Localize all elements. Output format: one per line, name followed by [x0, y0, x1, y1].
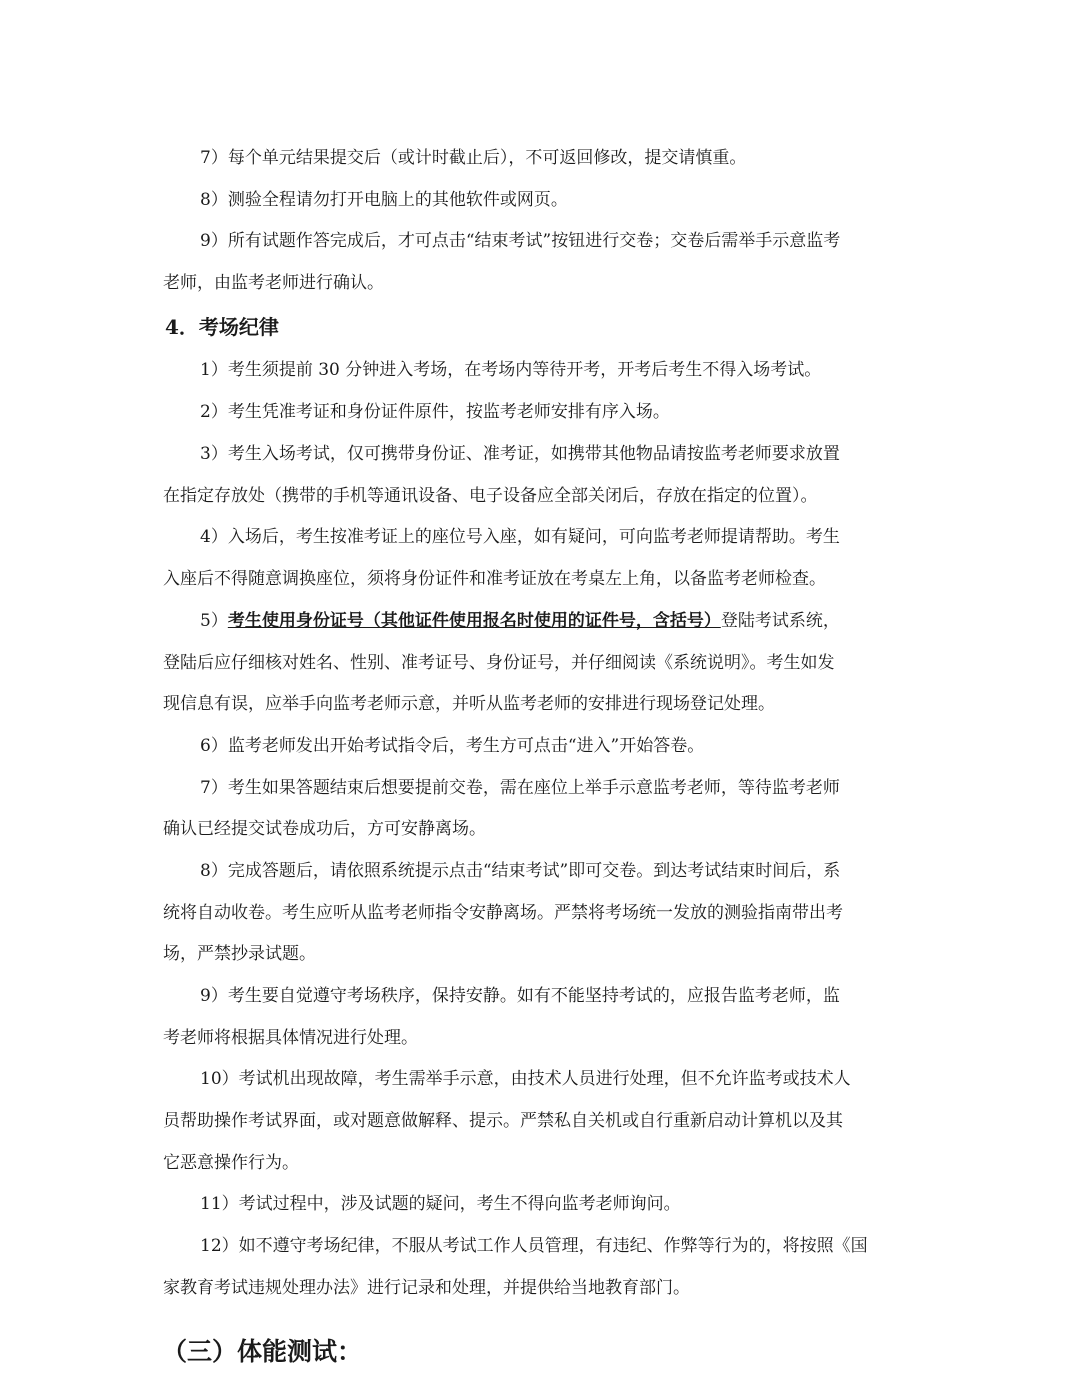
paragraph-line: 在指定存放处（携带的手机等通讯设备、电子设备应全部关闭后，存放在指定的位置）。 — [163, 486, 818, 506]
section-heading: 4．考场纪律 — [165, 315, 279, 339]
paragraph-line: 现信息有误，应举手向监考老师示意，并听从监考老师的安排进行现场登记处理。 — [163, 694, 775, 714]
paragraph-line: 7）每个单元结果提交后（或计时截止后），不可返回修改，提交请慎重。 — [200, 148, 747, 168]
paragraph-line: 登陆后应仔细核对姓名、性别、准考证号、身份证号，并仔细阅读《系统说明》。考生如发 — [163, 653, 835, 673]
item5-suffix: 登陆考试系统， — [720, 611, 840, 631]
item5-prefix: 5） — [200, 611, 228, 631]
paragraph-line: 老师，由监考老师进行确认。 — [163, 273, 384, 293]
paragraph-line: 入座后不得随意调换座位，须将身份证件和准考证放在考桌左上角，以备监考老师检查。 — [163, 569, 826, 589]
paragraph-line: 11）考试过程中，涉及试题的疑问，考生不得向监考老师询问。 — [200, 1194, 681, 1214]
paragraph-line: 3）考生入场考试，仅可携带身份证、准考证，如携带其他物品请按监考老师要求放置 — [200, 444, 840, 464]
paragraph-line: 9）所有试题作答完成后，才可点击“结束考试”按钮进行交卷；交卷后需举手示意监考 — [200, 231, 841, 251]
paragraph-line: 它恶意操作行为。 — [163, 1153, 299, 1173]
paragraph-line: 确认已经提交试卷成功后，方可安静离场。 — [163, 819, 486, 839]
paragraph-line: 10）考试机出现故障，考生需举手示意，由技术人员进行处理，但不允许监考或技术人 — [200, 1069, 851, 1089]
paragraph-line: 9）考生要自觉遵守考场秩序，保持安静。如有不能坚持考试的，应报告监考老师，监 — [200, 986, 840, 1006]
item5-underlined-text: 考生使用身份证号（其他证件使用报名时使用的证件号，含括号） — [227, 611, 721, 631]
paragraph-line: 员帮助操作考试界面，或对题意做解释、提示。严禁私自关机或自行重新启动计算机以及其 — [163, 1111, 843, 1131]
paragraph-line: 考老师将根据具体情况进行处理。 — [163, 1028, 418, 1048]
subsection-heading: （三）体能测试： — [162, 1337, 363, 1366]
paragraph-line: 统将自动收卷。考生应听从监考老师指令安静离场。严禁将考场统一发放的测验指南带出考 — [163, 903, 843, 923]
paragraph-line-item5 — [0, 608, 1080, 634]
paragraph-line: 1）考生须提前 30 分钟进入考场，在考场内等待开考，开考后考生不得入场考试。 — [200, 360, 822, 380]
paragraph-line: 8）完成答题后，请依照系统提示点击“结束考试”即可交卷。到达考试结束时间后，系 — [200, 861, 841, 881]
paragraph-line: 家教育考试违规处理办法》进行记录和处理，并提供给当地教育部门。 — [163, 1278, 690, 1298]
paragraph-line: 2）考生凭准考证和身份证件原件，按监考老师安排有序入场。 — [200, 402, 670, 422]
paragraph-line: 7）考生如果答题结束后想要提前交卷，需在座位上举手示意监考老师，等待监考老师 — [200, 778, 840, 798]
paragraph-line: 12）如不遵守考场纪律，不服从考试工作人员管理，有违纪、作弊等行为的，将按照《国 — [200, 1236, 868, 1256]
paragraph-line: 8）测验全程请勿打开电脑上的其他软件或网页。 — [200, 190, 568, 210]
paragraph-line: 6）监考老师发出开始考试指令后，考生方可点击“进入”开始答卷。 — [200, 736, 705, 756]
paragraph-line: 4）入场后，考生按准考证上的座位号入座，如有疑问，可向监考老师提请帮助。考生 — [200, 527, 840, 547]
paragraph-line: 场，严禁抄录试题。 — [163, 944, 316, 964]
